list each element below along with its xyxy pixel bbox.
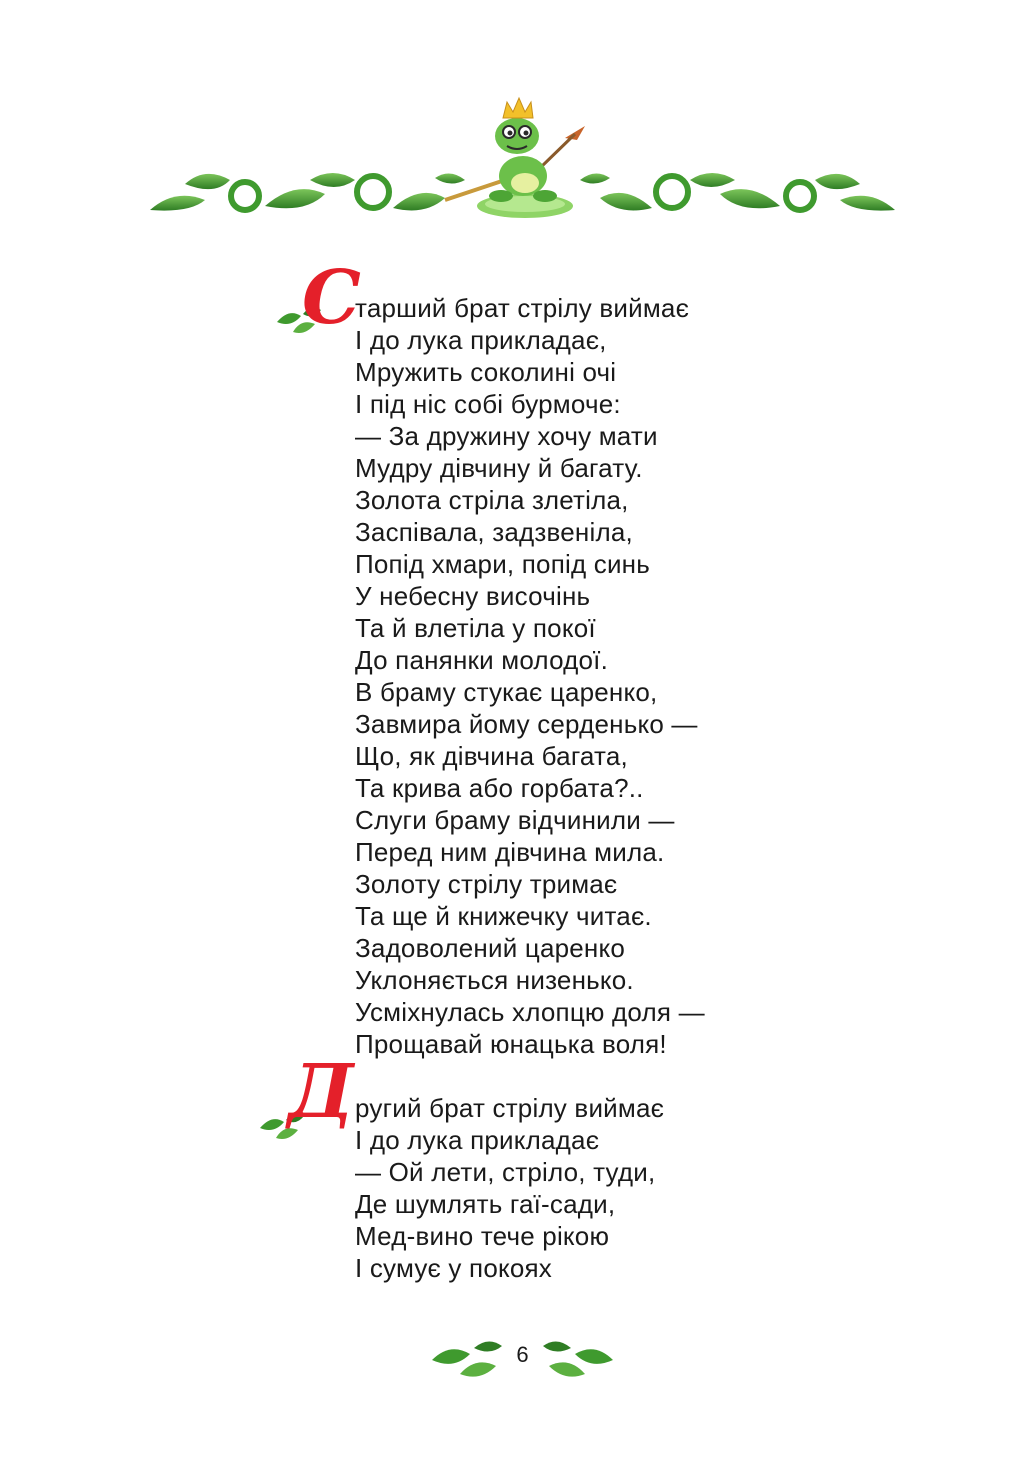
poem-line: ругий брат стрілу виймає (355, 1093, 665, 1123)
header-ornament (145, 88, 900, 228)
poem-line: Золота стріла злетіла, (355, 485, 629, 515)
poem-line: У небесну височінь (355, 581, 591, 611)
poem-line: І до лука прикладає, (355, 325, 607, 355)
dropcap-letter: Д (288, 1049, 354, 1135)
poem-line: Уклоняється низенько. (355, 965, 634, 995)
poem-line: — За дружину хочу мати (355, 421, 658, 451)
poem-line: І під ніс собі бурмоче: (355, 389, 621, 419)
poem-line: І до лука прикладає (355, 1125, 600, 1155)
poem-line: Усміхнулась хлопцю доля — (355, 997, 705, 1027)
poem-line: Де шумлять гаї-сади, (355, 1189, 616, 1219)
poem-line: Та крива або горбата?.. (355, 773, 644, 803)
frog-prince-icon (445, 98, 585, 218)
poem-line: До панянки молодої. (355, 645, 609, 675)
page-number: 6 (516, 1342, 529, 1367)
poem-line: Заспівала, задзвеніла, (355, 517, 633, 547)
poem-stanza (355, 292, 705, 1060)
dropcap-letter: С (302, 255, 361, 341)
poem-line: Слуги браму відчинили — (355, 805, 675, 835)
poem-stanza (355, 1092, 664, 1284)
left-vine-icon (150, 173, 465, 211)
poem-line: Перед ним дівчина мила. (355, 837, 665, 867)
poem-line: Попід хмари, попід синь (355, 549, 650, 579)
poem-line: В браму стукає царенко, (355, 677, 658, 707)
poem-line: Прощавай юнацька воля! (355, 1029, 667, 1059)
poem-line: І сумує у покоях (355, 1253, 552, 1283)
right-vine-icon (580, 173, 895, 211)
poem-line: Завмира йому серденько — (355, 709, 698, 739)
poem-line: Мудру дівчину й багату. (355, 453, 643, 483)
poem-line: Золоту стрілу тримає (355, 869, 618, 899)
poem-line: Мед-вино тече рікою (355, 1221, 610, 1251)
poem-line: Мружить соколині очі (355, 357, 617, 387)
poem-line: Що, як дівчина багата, (355, 741, 628, 771)
poem-line: тарший брат стрілу виймає (355, 293, 690, 323)
poem-line: Задоволений царенко (355, 933, 626, 963)
page-footer (430, 1330, 615, 1390)
poem-line: Та ще й книжечку читає. (355, 901, 652, 931)
poem-line: Та й влетіла у покої (355, 613, 596, 643)
poem-line: — Ой лети, стріло, туди, (355, 1157, 656, 1187)
